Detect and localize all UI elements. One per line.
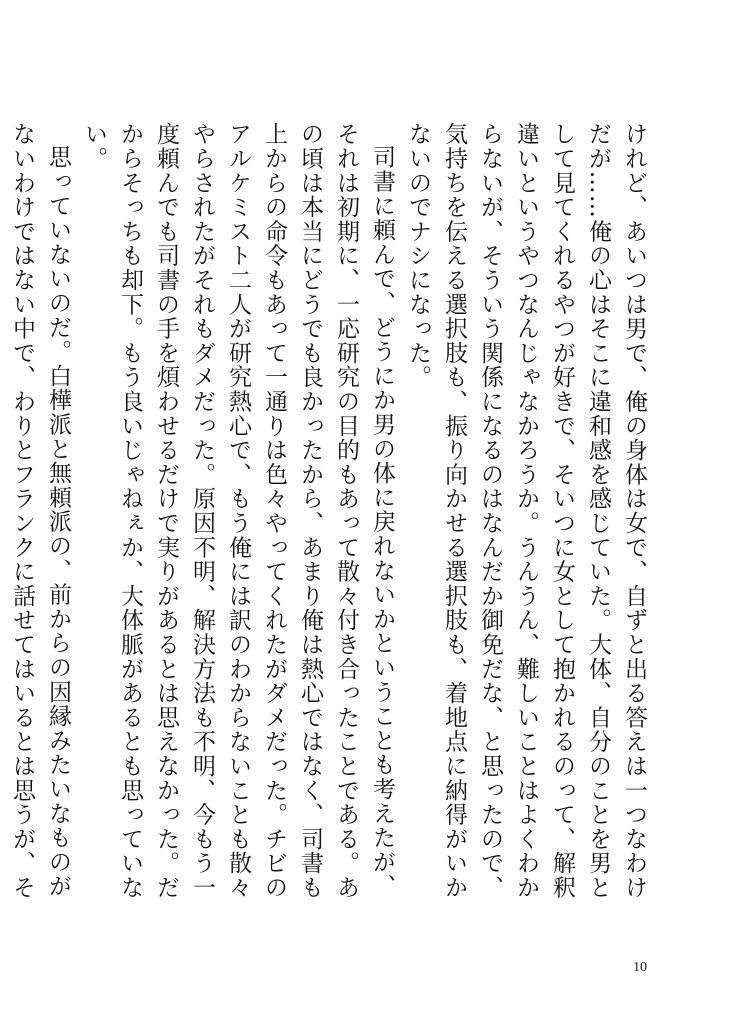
paragraph-3: 思っていないのだ。白樺派と無頼派の、前からの因縁みたいなものがないわけではない中で、わりとフランクに話せてはいるとは思うが、そ — [9, 122, 71, 900]
page-number: 10 — [633, 960, 647, 975]
vertical-text-body — [9, 122, 652, 922]
paragraph-2: 司書に頼んで、どうにか男の体に戻れないかということも考えたが、それは初期に、一応研究の目的もあって散々付き合ったことである。あの頃は本当にどうでも良かったから、あまり俺は熱心ではなく、司書も上からの命令もあって一通りは色々やってくれたがダメだった。チビのアルケミスト二人が研究熱心で、もう俺には訳のわからないことも散々やらされたがそれもダメだった。原因不明、解決方法も不明、今もう一度頼んでも司書の手を煩わせるだけで実りがあるとは思えなかった。だからそっちも却下。もう良いじゃねぇか、大体脈があるとも思っていない。 — [81, 122, 395, 900]
paragraph-1: けれど、あいつは男で、俺の身体は女で、自ずと出る答えは一つなわけだが……俺の心はそこに違和感を感じていた。大体、自分のことを男として見てくれるやつが好きで、そいつに女として抱かれるのって、解釈違いというやつなんじゃなかろうか。うんうん、難しいことはよくわからないが、そういう関係になるのはなんだか御免だな、と思ったので、気持ちを伝える選択肢も、振り向かせる選択肢も、着地点に納得がいかないのでナシになった。 — [405, 122, 647, 900]
